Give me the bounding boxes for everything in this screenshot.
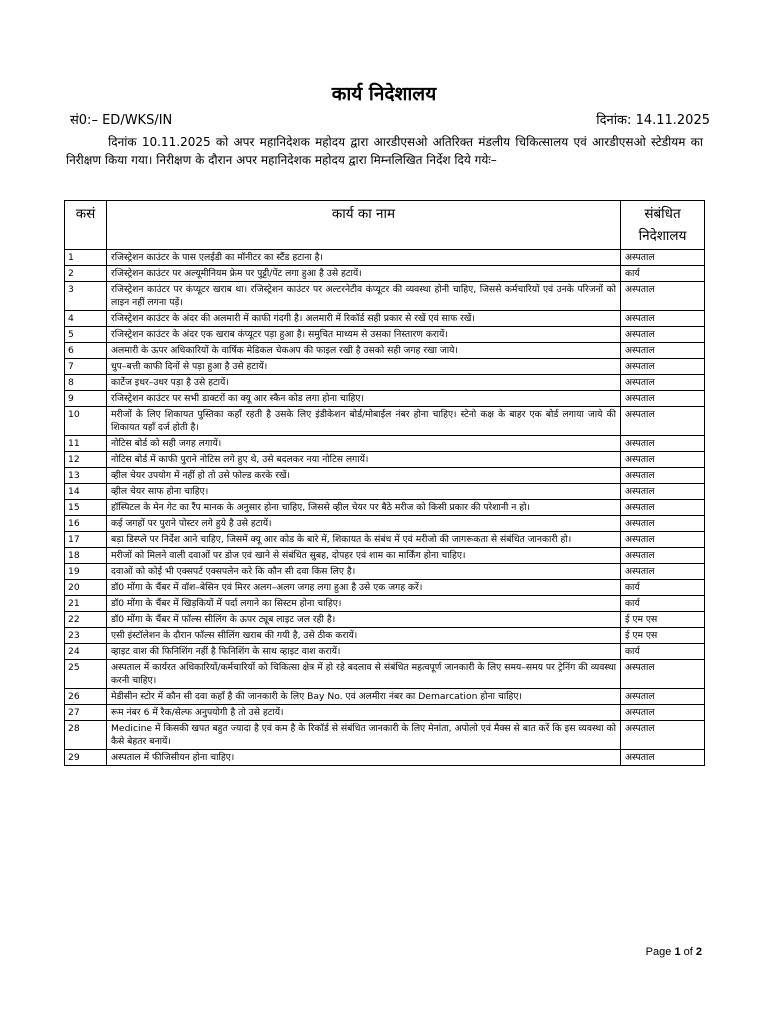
directives-table xyxy=(64,200,705,766)
row-serial: 1 xyxy=(65,250,107,266)
row-task: मरीजों के लिए शिकायत पुस्तिका कहाँ रहती है उसके लिए इंडीकेशन बोर्ड/मोबाईल नंबर होना चाहिए। स्टेनो कक्ष के बाहर एक बोर्ड लगाया जाये की शिकायत यहाँ दर्ज होती है। xyxy=(107,407,621,436)
table-row xyxy=(65,311,705,327)
table-row xyxy=(65,452,705,468)
row-task: अलमारी के ऊपर अधिकारियों के वार्षिक मेडिकल चेकअप की फाइल रखी है उसको सही जगह रखा जाये। xyxy=(107,343,621,359)
row-task: व्हील चेयर साफ होना चाहिए। xyxy=(107,484,621,500)
row-task: रजिस्ट्रेशन काउंटर पर कंप्यूटर खराब था। रजिस्ट्रेशन काउंटर पर अल्टरनेटीव कंप्यूटर की व्यवस्था होनी चाहिए, जिससे कर्मचारियों एवं उनके परिजनों को लाइन नहीं लगना पड़ें। xyxy=(107,282,621,311)
row-serial: 29 xyxy=(65,750,107,766)
row-serial: 6 xyxy=(65,343,107,359)
date-label: दिनांक: xyxy=(596,113,632,128)
table-row xyxy=(65,343,705,359)
row-department: अस्पताल xyxy=(621,564,705,580)
row-department: ई एम एस xyxy=(621,612,705,628)
page-title: कार्य निदेशालय xyxy=(331,83,437,105)
table-row xyxy=(65,266,705,282)
row-serial: 16 xyxy=(65,516,107,532)
row-department: अस्पताल xyxy=(621,532,705,548)
page-label: Page xyxy=(645,946,672,958)
row-department: ई एम एस xyxy=(621,628,705,644)
row-task: डॉ0 मोंगा के चैंबर में फॉल्स सीलिंग के ऊपर ट्यूब लाइट जल रही है। xyxy=(107,612,621,628)
row-department: अस्पताल xyxy=(621,705,705,721)
row-department: अस्पताल xyxy=(621,750,705,766)
table-row xyxy=(65,516,705,532)
row-department: कार्य xyxy=(621,266,705,282)
row-department: अस्पताल xyxy=(621,327,705,343)
row-task: रूम नंबर 6 में रैक/सेल्फ अनुपयोगी है तो उसे हटायें। xyxy=(107,705,621,721)
row-task: मरीजों को मिलने वाली दवाओं पर डोज एवं खाने से संबंधित सुबह, दोपहर एवं शाम का मार्किंग होना चाहिए। xyxy=(107,548,621,564)
row-task: धुप–बत्ती काफी दिनों से पड़ा हुआ है उसे हटायें। xyxy=(107,359,621,375)
header-task: कार्य का नाम xyxy=(107,201,621,250)
row-task: Medicine में किसकी खपत बहुत ज्यादा है एवं कम है के रिकॉर्ड से संबंधित जानकारी के लिए मेनांता, अपोलो एवं मैक्स से बात करें कि इस व्यवस्था को कैसे बेहतर बनायें। xyxy=(107,721,621,750)
row-serial: 26 xyxy=(65,689,107,705)
table-row xyxy=(65,644,705,660)
table-header-row xyxy=(65,201,705,250)
table-row xyxy=(65,484,705,500)
table-row xyxy=(65,250,705,266)
row-department: अस्पताल xyxy=(621,500,705,516)
row-department: कार्य xyxy=(621,596,705,612)
document-date xyxy=(596,110,710,128)
row-task: एसी इंस्टॉलेशन के दौरान फॉल्स सीलिंग खराब की गयी है, उसे ठीक करायें। xyxy=(107,628,621,644)
row-serial: 18 xyxy=(65,548,107,564)
table-row xyxy=(65,548,705,564)
table-row xyxy=(65,628,705,644)
row-serial: 13 xyxy=(65,468,107,484)
row-task: कई जगहों पर पुराने पोस्टर लगे हुये है उसे हटायें। xyxy=(107,516,621,532)
table-row xyxy=(65,532,705,548)
row-department: अस्पताल xyxy=(621,375,705,391)
row-task: रजिस्ट्रेशन काउंटर पर अल्यूमीनियम फ्रेम पर पुट्टी/पेंट लगा हुआ है उसे हटायें। xyxy=(107,266,621,282)
row-department: अस्पताल xyxy=(621,343,705,359)
table-row xyxy=(65,612,705,628)
table-row xyxy=(65,705,705,721)
row-department: अस्पताल xyxy=(621,311,705,327)
row-serial: 14 xyxy=(65,484,107,500)
row-department: अस्पताल xyxy=(621,452,705,468)
row-task: अस्पताल में कार्यरत अधिकारियों/कर्मचारियों को चिकित्सा क्षेत्र में हो रहे बदलाव से संबंधित महत्वपूर्ण जानकारी के लिए समय–समय पर ट्रेनिंग की व्यवस्था करनी चाहिए। xyxy=(107,660,621,689)
row-task: व्हील चेयर उपयोग में नहीं हो तो उसे फोल्ड करके रखें। xyxy=(107,468,621,484)
row-serial: 20 xyxy=(65,580,107,596)
row-serial: 21 xyxy=(65,596,107,612)
table-row xyxy=(65,660,705,689)
table-row xyxy=(65,468,705,484)
table-row xyxy=(65,564,705,580)
row-serial: 23 xyxy=(65,628,107,644)
table-row xyxy=(65,689,705,705)
row-department: कार्य xyxy=(621,580,705,596)
row-serial: 22 xyxy=(65,612,107,628)
table-row xyxy=(65,327,705,343)
row-department: अस्पताल xyxy=(621,516,705,532)
row-serial: 24 xyxy=(65,644,107,660)
row-task: डॉ0 मोंगा के चैंबर में खिड़कियों में पर्दा लगाने का सिस्टम होना चाहिए। xyxy=(107,596,621,612)
row-task: कार्टेज इधर–उधर पड़ा है उसे हटायें। xyxy=(107,375,621,391)
row-department: अस्पताल xyxy=(621,484,705,500)
intro-text: दिनांक 10.11.2025 को अपर महानिदेशक महोदय द्वारा आरडीएसओ अतिरिक्त मंडलीय चिकित्सालय एवं आरडीएसओ स्टेडीयम का निरीक्षण किया गया। निरीक्षण के दौरान अपर महानिदेशक महोदय द्वारा मिम्नलिखित निर्देश दिये गयेः– xyxy=(66,135,703,167)
row-serial: 5 xyxy=(65,327,107,343)
row-serial: 8 xyxy=(65,375,107,391)
date-value: 14.11.2025 xyxy=(635,113,710,128)
table-row xyxy=(65,375,705,391)
row-department: अस्पताल xyxy=(621,548,705,564)
row-serial: 12 xyxy=(65,452,107,468)
row-task: रजिस्ट्रेशन काउंटर के पास एलईडी का मॉनीटर का स्टैंड हटाना है। xyxy=(107,250,621,266)
row-serial: 9 xyxy=(65,391,107,407)
row-task: डॉ0 मोंगा के चैंबर में वॉश–बेसिन एवं मिरर अलग–अलग जगह लगा हुआ है उसे एक जगह करें। xyxy=(107,580,621,596)
row-task: बड़ा डिस्प्ले पर निर्देश आने चाहिए, जिसमें क्यू आर कोड के बारे में, शिकायत के संबंध में एवं मरीजो की जागरूकता से संबंधित जानकारी हो। xyxy=(107,532,621,548)
row-serial: 3 xyxy=(65,282,107,311)
row-task: रजिस्ट्रेशन काउंटर के अंदर एक खराब कंप्यूटर पड़ा हुआ है। समुचित माध्यम से उसका निस्तारण करायें। xyxy=(107,327,621,343)
table-row xyxy=(65,721,705,750)
row-serial: 25 xyxy=(65,660,107,689)
row-task: मेडीसीन स्टोर में कौन सी दवा कहाँ है की जानकारी के लिए Bay No. एवं अलमीरा नंबर का Demarcation होना चाहिए। xyxy=(107,689,621,705)
table-row xyxy=(65,596,705,612)
row-task: रजिस्ट्रेशन काउंटर के अंदर की अलमारी में काफी गंदगी है। अलमारी में रिकॉर्ड सही प्रकार से रखें एवं साफ रखें। xyxy=(107,311,621,327)
table-row xyxy=(65,407,705,436)
row-serial: 28 xyxy=(65,721,107,750)
row-serial: 7 xyxy=(65,359,107,375)
intro-paragraph xyxy=(66,133,703,169)
row-task: अस्पताल में फीजिसीयन होना चाहिए। xyxy=(107,750,621,766)
row-serial: 19 xyxy=(65,564,107,580)
row-task: नोटिस बोर्ड को सही जगह लगायें। xyxy=(107,436,621,452)
header-department: संबंधित निदेशालय xyxy=(621,201,705,250)
row-department: अस्पताल xyxy=(621,359,705,375)
row-task: नोटिस बोर्ड में काफी पुराने नोटिस लगे हुए थे, उसे बदलकर नया नोटिस लगायें। xyxy=(107,452,621,468)
row-department: अस्पताल xyxy=(621,391,705,407)
row-department: अस्पताल xyxy=(621,660,705,689)
table-row xyxy=(65,436,705,452)
table-row xyxy=(65,282,705,311)
row-serial: 15 xyxy=(65,500,107,516)
row-department: अस्पताल xyxy=(621,468,705,484)
row-department: अस्पताल xyxy=(621,689,705,705)
page-of-label: of xyxy=(683,946,693,958)
reference-line xyxy=(70,110,710,130)
page-total: 2 xyxy=(695,946,702,958)
page-current: 1 xyxy=(674,946,681,958)
row-department: अस्पताल xyxy=(621,407,705,436)
row-serial: 4 xyxy=(65,311,107,327)
row-task: हॉस्पिटल के मेन गेट का रैंप मानक के अनुसार होना चाहिए, जिससे व्हील चेयर पर बैठे मरीज को किसी प्रकार की परेशानी न हो। xyxy=(107,500,621,516)
reference-number xyxy=(70,110,172,128)
header-serial: कसं xyxy=(65,201,107,250)
reference-label: सं0:– xyxy=(70,113,98,128)
table-row xyxy=(65,580,705,596)
table-row xyxy=(65,500,705,516)
row-serial: 2 xyxy=(65,266,107,282)
row-task: दवाओं को कोई भी एक्सपर्ट एक्सपलेन करे कि कौन सी दवा किस लिए है। xyxy=(107,564,621,580)
page-number xyxy=(646,946,702,958)
row-department: अस्पताल xyxy=(621,721,705,750)
row-serial: 10 xyxy=(65,407,107,436)
row-task: रजिस्ट्रेशन काउंटर पर सभी डाक्टरों का क्यू आर स्कैन कोड लगा होना चाहिए। xyxy=(107,391,621,407)
row-serial: 17 xyxy=(65,532,107,548)
row-serial: 11 xyxy=(65,436,107,452)
reference-value: ED/WKS/IN xyxy=(102,113,173,128)
table-row xyxy=(65,359,705,375)
row-department: अस्पताल xyxy=(621,282,705,311)
row-department: अस्पताल xyxy=(621,436,705,452)
row-department: अस्पताल xyxy=(621,250,705,266)
row-task: व्हाइट वाश की फिनिशिंग नहीं है फिनिशिंग के साथ व्हाइट वाश करायें। xyxy=(107,644,621,660)
table-row xyxy=(65,391,705,407)
row-serial: 27 xyxy=(65,705,107,721)
row-department: कार्य xyxy=(621,644,705,660)
table-row xyxy=(65,750,705,766)
